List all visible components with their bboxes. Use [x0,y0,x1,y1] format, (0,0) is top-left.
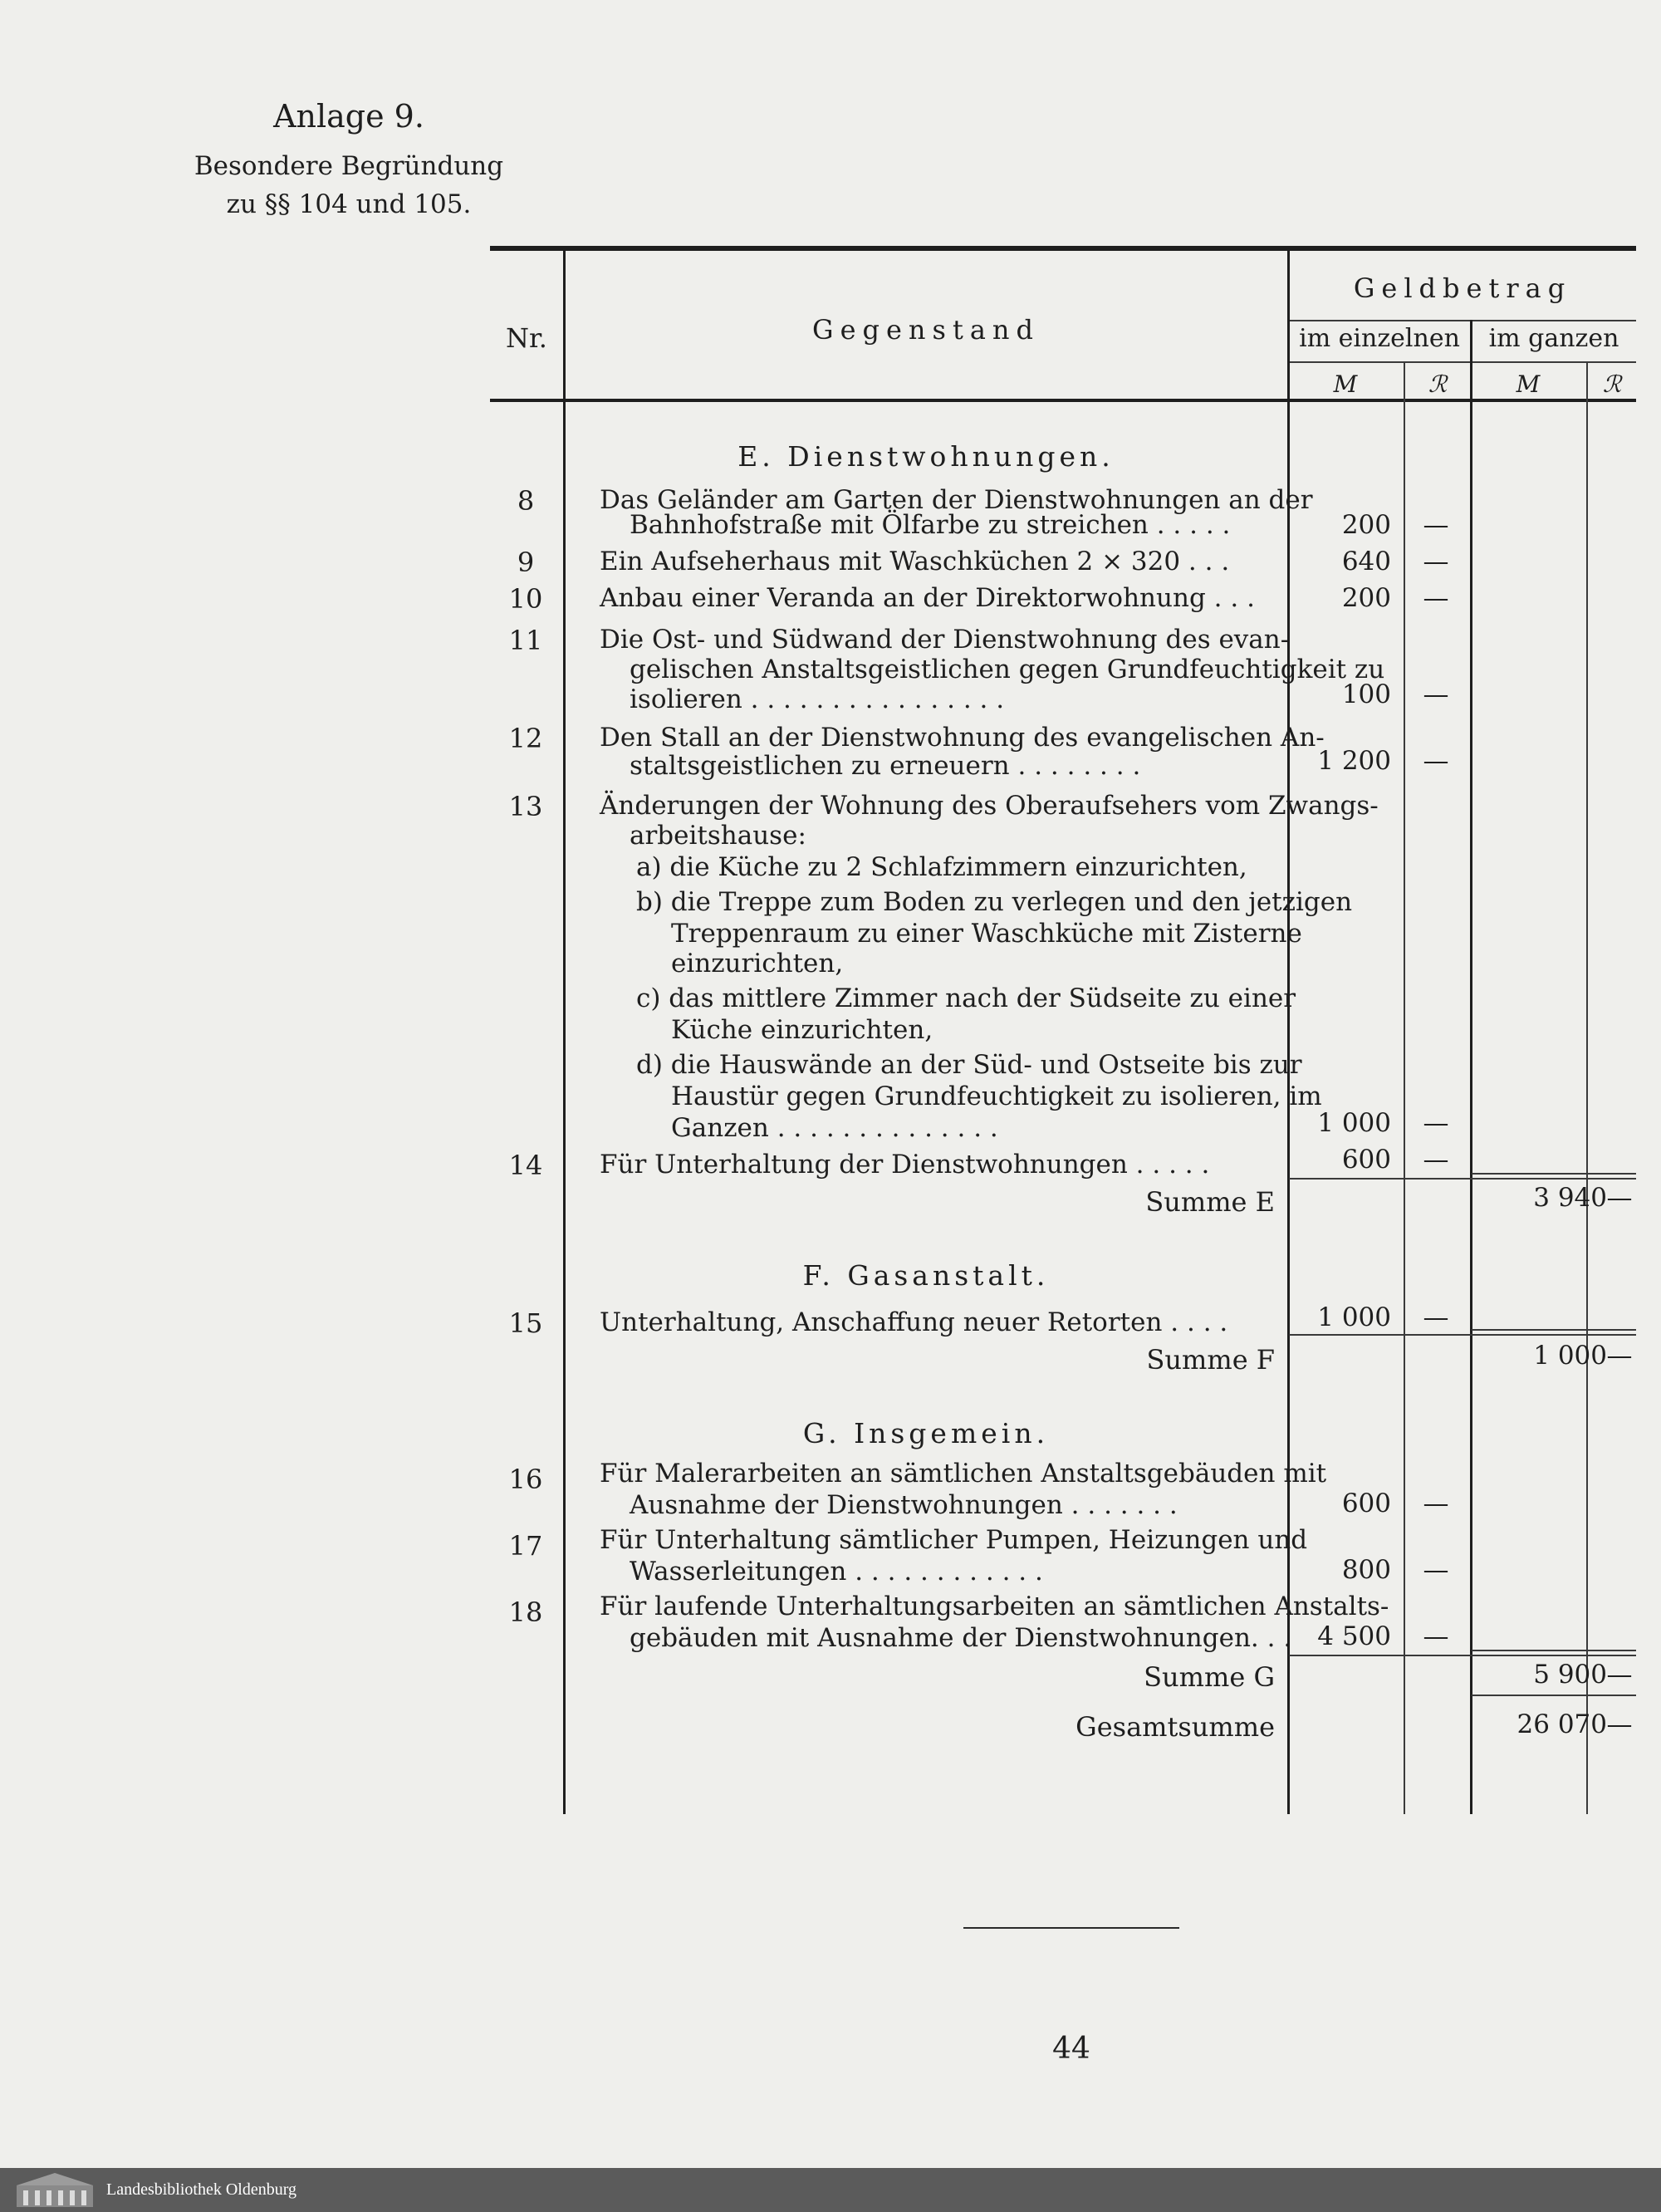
row-text: Anbau einer Veranda an der Direktorwohnung . . . [600,583,1255,613]
row-pfennig: — [1423,1302,1449,1332]
grand-total-rule [1472,1695,1636,1696]
sum-label-e: Summe E [1145,1186,1275,1218]
library-name: Landesbibliothek Oldenburg [106,2180,297,2199]
column-header-im-ganzen: im ganzen [1488,324,1619,353]
row-text: Die Ost- und Südwand der Dienstwohnung des evan- [600,625,1290,655]
row-text: arbeitshause: [630,821,806,851]
subtotal-rule-f [1289,1334,1636,1336]
subtotal-rule-g-double [1472,1650,1636,1651]
footer-rule [963,1927,1179,1929]
sum-value-e: 3 940 [1533,1183,1607,1213]
row-text: gebäuden mit Ausnahme der Dienstwohnungen. . . [630,1623,1292,1653]
sum-label-g: Summe G [1144,1661,1275,1693]
subtotal-rule-e [1289,1178,1636,1180]
sum-label-f: Summe F [1146,1344,1275,1376]
row-text: Unterhaltung, Anschaffung neuer Retorten . . . . [600,1307,1228,1337]
row-number: 9 [517,547,535,578]
row-text: Ein Aufseherhaus mit Waschküchen 2 × 320 . . . [600,547,1230,576]
row-subitem: c) das mittlere Zimmer nach der Südseite zu einer [636,983,1296,1013]
row-amount: 1 200 [1317,746,1391,776]
grand-total-label: Gesamtsumme [1075,1711,1275,1743]
row-text: Den Stall an der Dienstwohnung des evangelischen An- [600,723,1325,753]
row-text: Änderungen der Wohnung des Oberaufsehers vom Zwangs- [600,791,1379,821]
row-number: 16 [508,1464,543,1495]
row-pfennig: — [1423,510,1449,540]
subtotal-rule-f-double [1472,1329,1636,1331]
section-title-e: E. Dienstwohnungen. [737,440,1115,473]
row-amount: 640 [1341,547,1391,576]
sum-value-f: 1 000 [1533,1341,1607,1371]
row-text: Wasserleitungen . . . . . . . . . . . . [630,1557,1043,1587]
row-subitem: a) die Küche zu 2 Schlafzimmern einzurichten, [636,852,1247,882]
column-header-nr: Nr. [506,322,547,354]
sum-value-g: 5 900 [1533,1660,1607,1690]
row-pfennig: — [1423,1108,1449,1138]
row-amount: 4 500 [1317,1621,1391,1651]
row-number: 8 [517,485,535,517]
row-amount: 1 000 [1317,1302,1391,1332]
row-text: Für laufende Unterhaltungsarbeiten an sämtlichen Anstalts- [600,1592,1389,1621]
row-pfennig: — [1423,547,1449,576]
column-header-im-einzelnen: im einzelnen [1299,324,1460,353]
row-number: 18 [508,1596,543,1628]
annex-title: Anlage 9. [273,98,424,135]
unit-row-rule [1289,361,1636,363]
unit-mark-einzelnen: M [1333,370,1358,398]
row-number: 11 [508,625,543,656]
row-text: gelischen Anstaltsgeistlichen gegen Grundfeuchtigkeit zu [630,655,1385,684]
annex-subtitle-line-2: zu §§ 104 und 105. [226,189,472,219]
row-pfennig: — [1423,1489,1449,1518]
sum-pfennig-f: — [1606,1341,1633,1371]
row-text: staltsgeistlichen zu erneuern . . . . . . . . [630,751,1141,781]
subtotal-rule-g [1289,1655,1636,1656]
row-amount: 200 [1341,510,1391,540]
row-text: Für Unterhaltung sämtlicher Pumpen, Heizungen und [600,1525,1308,1555]
row-pfennig: — [1423,746,1449,776]
table-top-rule [490,246,1636,251]
unit-pfennig-einzelnen: ℛ [1428,370,1448,398]
grand-total-value: 26 070 [1516,1709,1607,1739]
row-pfennig: — [1423,679,1449,709]
row-amount: 600 [1341,1489,1391,1518]
row-text: Ausnahme der Dienstwohnungen . . . . . . . [630,1490,1178,1520]
section-title-g: G. Insgemein. [802,1417,1050,1449]
column-header-geldbetrag: Geldbetrag [1353,272,1572,304]
row-number: 17 [508,1530,543,1562]
page-number: 44 [1052,2032,1090,2066]
row-amount: 200 [1341,583,1391,613]
row-number: 10 [508,583,543,615]
row-subitem: Ganzen . . . . . . . . . . . . . . [671,1113,998,1143]
divider-nr-gegenstand [563,251,566,1814]
row-text: isolieren . . . . . . . . . . . . . . . . [630,684,1005,714]
row-pfennig: — [1423,1555,1449,1585]
row-amount: 1 000 [1317,1108,1391,1138]
row-amount: 600 [1341,1145,1391,1175]
sum-pfennig-g: — [1606,1660,1633,1690]
row-number: 14 [508,1150,543,1181]
row-text: Das Geländer am Garten der Dienstwohnungen an der [600,485,1313,515]
annex-subtitle-line-1: Besondere Begründung [194,151,504,181]
divider-einzelnen-ganzen [1470,320,1472,1814]
row-text: Bahnhofstraße mit Ölfarbe zu streichen . . . . . [630,510,1231,540]
column-header-gegenstand: Gegenstand [812,314,1040,346]
row-number: 12 [508,723,543,754]
subtotal-rule-e-double [1472,1173,1636,1175]
row-subitem: b) die Treppe zum Boden zu verlegen und den jetzigen [636,887,1353,917]
unit-pfennig-ganzen: ℛ [1602,370,1622,398]
geldbetrag-rule [1289,320,1636,321]
row-text: Für Malerarbeiten an sämtlichen Anstaltsgebäuden mit [600,1459,1327,1489]
row-number: 13 [508,791,543,822]
sum-pfennig-e: — [1606,1183,1633,1213]
divider-einzelnen-pf [1404,363,1405,1814]
row-pfennig: — [1423,583,1449,613]
row-pfennig: — [1423,1621,1449,1651]
row-subitem: d) die Hauswände an der Süd- und Ostseite bis zur [636,1050,1302,1080]
row-amount: 100 [1341,679,1391,709]
grand-total-pfennig: — [1606,1709,1633,1739]
row-subitem: Haustür gegen Grundfeuchtigkeit zu isolieren, im [671,1081,1322,1111]
row-number: 15 [508,1307,543,1339]
section-title-f: F. Gasanstalt. [802,1259,1050,1292]
header-bottom-rule [490,399,1636,402]
row-subitem: Treppenraum zu einer Waschküche mit Zisterne [671,919,1302,949]
row-text: Für Unterhaltung der Dienstwohnungen . . . . . [600,1150,1210,1180]
unit-mark-ganzen: M [1516,370,1541,398]
library-building-icon [15,2170,95,2209]
divider-ganzen-pf [1586,363,1588,1814]
row-subitem: einzurichten, [671,949,844,978]
row-amount: 800 [1341,1555,1391,1585]
row-subitem: Küche einzurichten, [671,1015,933,1045]
row-pfennig: — [1423,1145,1449,1175]
